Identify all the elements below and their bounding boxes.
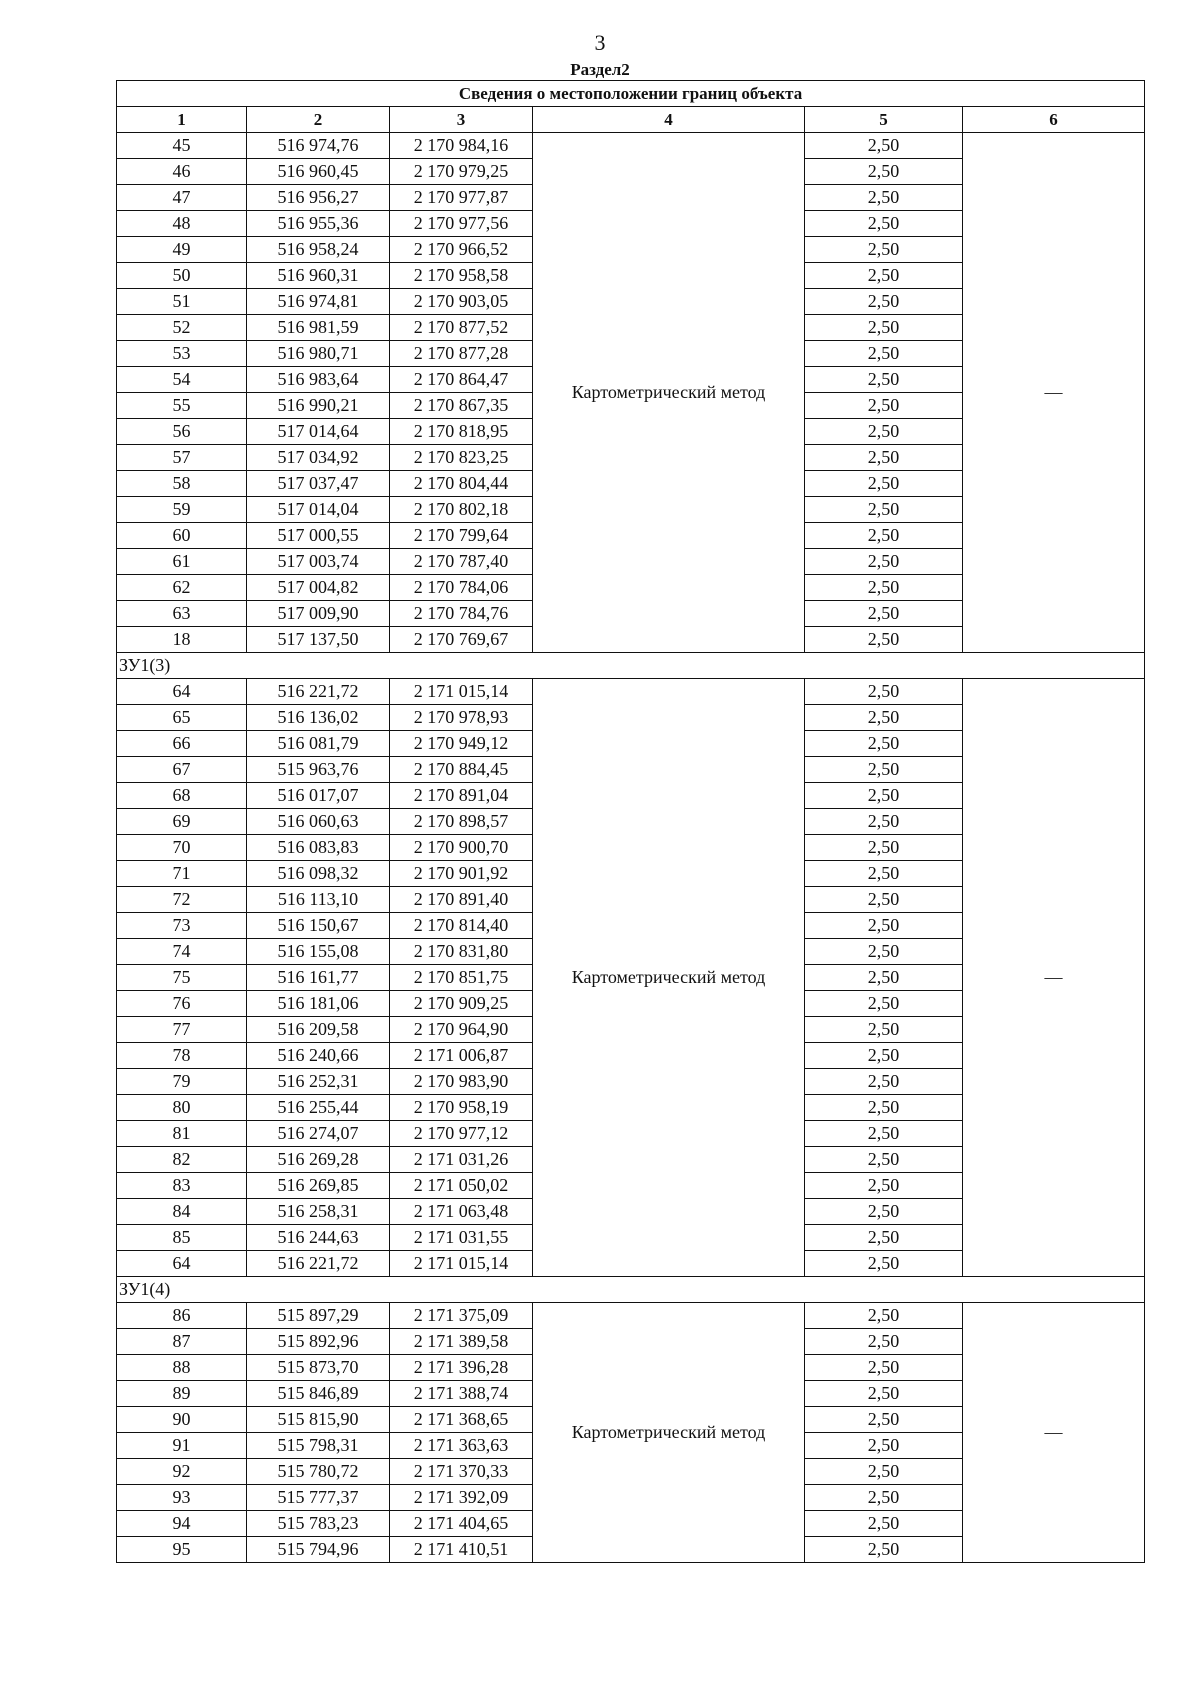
coord-x: 516 981,59 xyxy=(247,315,390,341)
coord-y: 2 170 966,52 xyxy=(390,237,533,263)
coord-y: 2 170 799,64 xyxy=(390,523,533,549)
coord-x: 517 000,55 xyxy=(247,523,390,549)
method-cell: Картометрический метод xyxy=(533,1303,805,1563)
point-number: 73 xyxy=(117,913,247,939)
method-cell: Картометрический метод xyxy=(533,133,805,653)
accuracy: 2,50 xyxy=(805,1303,963,1329)
point-number: 85 xyxy=(117,1225,247,1251)
table-row xyxy=(117,133,1145,159)
table-row xyxy=(117,679,1145,705)
coord-y: 2 170 867,35 xyxy=(390,393,533,419)
point-number: 87 xyxy=(117,1329,247,1355)
point-number: 63 xyxy=(117,601,247,627)
accuracy: 2,50 xyxy=(805,1459,963,1485)
coord-y: 2 170 964,90 xyxy=(390,1017,533,1043)
point-number: 90 xyxy=(117,1407,247,1433)
point-number: 60 xyxy=(117,523,247,549)
coord-y: 2 171 368,65 xyxy=(390,1407,533,1433)
accuracy: 2,50 xyxy=(805,835,963,861)
point-number: 66 xyxy=(117,731,247,757)
coord-x: 516 255,44 xyxy=(247,1095,390,1121)
coord-x: 516 221,72 xyxy=(247,1251,390,1277)
table-row xyxy=(117,1303,1145,1329)
accuracy: 2,50 xyxy=(805,263,963,289)
point-number: 93 xyxy=(117,1485,247,1511)
coord-x: 516 098,32 xyxy=(247,861,390,887)
coord-x: 516 155,08 xyxy=(247,939,390,965)
point-number: 81 xyxy=(117,1121,247,1147)
point-number: 50 xyxy=(117,263,247,289)
coord-x: 517 009,90 xyxy=(247,601,390,627)
accuracy: 2,50 xyxy=(805,1147,963,1173)
accuracy: 2,50 xyxy=(805,315,963,341)
coord-x: 516 258,31 xyxy=(247,1199,390,1225)
point-number: 68 xyxy=(117,783,247,809)
point-number: 79 xyxy=(117,1069,247,1095)
point-number: 91 xyxy=(117,1433,247,1459)
point-number: 75 xyxy=(117,965,247,991)
point-number: 64 xyxy=(117,1251,247,1277)
coord-y: 2 170 891,40 xyxy=(390,887,533,913)
point-number: 83 xyxy=(117,1173,247,1199)
accuracy: 2,50 xyxy=(805,341,963,367)
caption-row xyxy=(117,81,1145,107)
coord-x: 516 956,27 xyxy=(247,185,390,211)
coord-x: 516 209,58 xyxy=(247,1017,390,1043)
coord-y: 2 171 063,48 xyxy=(390,1199,533,1225)
coord-y: 2 170 891,04 xyxy=(390,783,533,809)
accuracy: 2,50 xyxy=(805,133,963,159)
coord-x: 515 780,72 xyxy=(247,1459,390,1485)
coord-x: 515 794,96 xyxy=(247,1537,390,1563)
accuracy: 2,50 xyxy=(805,1485,963,1511)
coord-y: 2 170 958,19 xyxy=(390,1095,533,1121)
point-number: 65 xyxy=(117,705,247,731)
coord-y: 2 171 015,14 xyxy=(390,1251,533,1277)
page-number: 3 xyxy=(594,30,606,55)
point-number: 76 xyxy=(117,991,247,1017)
boundary-table xyxy=(116,80,1145,1563)
coord-x: 516 974,76 xyxy=(247,133,390,159)
coord-y: 2 170 802,18 xyxy=(390,497,533,523)
column-header: 3 xyxy=(390,107,533,133)
coord-y: 2 171 031,26 xyxy=(390,1147,533,1173)
coord-x: 516 081,79 xyxy=(247,731,390,757)
coord-y: 2 170 983,90 xyxy=(390,1069,533,1095)
column-header: 4 xyxy=(533,107,805,133)
coord-x: 516 960,45 xyxy=(247,159,390,185)
table-caption: Сведения о местоположении границ объекта xyxy=(117,81,1145,107)
coord-x: 516 221,72 xyxy=(247,679,390,705)
coord-x: 516 983,64 xyxy=(247,367,390,393)
group-label: ЗУ1(3) xyxy=(117,653,1145,679)
coord-y: 2 171 015,14 xyxy=(390,679,533,705)
coord-x: 515 815,90 xyxy=(247,1407,390,1433)
accuracy: 2,50 xyxy=(805,939,963,965)
coord-x: 517 014,64 xyxy=(247,419,390,445)
accuracy: 2,50 xyxy=(805,1095,963,1121)
accuracy: 2,50 xyxy=(805,1407,963,1433)
coord-y: 2 170 978,93 xyxy=(390,705,533,731)
accuracy: 2,50 xyxy=(805,991,963,1017)
accuracy: 2,50 xyxy=(805,393,963,419)
coord-y: 2 170 877,52 xyxy=(390,315,533,341)
coord-x: 516 060,63 xyxy=(247,809,390,835)
coord-x: 517 014,04 xyxy=(247,497,390,523)
coord-y: 2 170 898,57 xyxy=(390,809,533,835)
accuracy: 2,50 xyxy=(805,1537,963,1563)
coord-x: 515 963,76 xyxy=(247,757,390,783)
accuracy: 2,50 xyxy=(805,367,963,393)
accuracy: 2,50 xyxy=(805,1199,963,1225)
point-number: 70 xyxy=(117,835,247,861)
accuracy: 2,50 xyxy=(805,237,963,263)
point-number: 52 xyxy=(117,315,247,341)
coord-x: 515 873,70 xyxy=(247,1355,390,1381)
point-number: 95 xyxy=(117,1537,247,1563)
point-number: 51 xyxy=(117,289,247,315)
point-number: 62 xyxy=(117,575,247,601)
method-cell: Картометрический метод xyxy=(533,679,805,1277)
coord-x: 516 150,67 xyxy=(247,913,390,939)
point-number: 55 xyxy=(117,393,247,419)
accuracy: 2,50 xyxy=(805,419,963,445)
coord-x: 516 252,31 xyxy=(247,1069,390,1095)
coord-x: 516 017,07 xyxy=(247,783,390,809)
coord-y: 2 170 784,76 xyxy=(390,601,533,627)
point-number: 86 xyxy=(117,1303,247,1329)
accuracy: 2,50 xyxy=(805,1043,963,1069)
accuracy: 2,50 xyxy=(805,1017,963,1043)
coord-y: 2 170 831,80 xyxy=(390,939,533,965)
coord-y: 2 170 823,25 xyxy=(390,445,533,471)
accuracy: 2,50 xyxy=(805,757,963,783)
point-number: 64 xyxy=(117,679,247,705)
point-number: 46 xyxy=(117,159,247,185)
point-number: 56 xyxy=(117,419,247,445)
accuracy: 2,50 xyxy=(805,1433,963,1459)
point-number: 47 xyxy=(117,185,247,211)
accuracy: 2,50 xyxy=(805,549,963,575)
coord-x: 516 974,81 xyxy=(247,289,390,315)
section-title: Раздел2 xyxy=(570,60,630,79)
accuracy: 2,50 xyxy=(805,159,963,185)
coord-x: 515 777,37 xyxy=(247,1485,390,1511)
coord-y: 2 171 363,63 xyxy=(390,1433,533,1459)
accuracy: 2,50 xyxy=(805,601,963,627)
column-header: 5 xyxy=(805,107,963,133)
accuracy: 2,50 xyxy=(805,1329,963,1355)
coord-y: 2 170 900,70 xyxy=(390,835,533,861)
column-header-row xyxy=(117,107,1145,133)
point-number: 59 xyxy=(117,497,247,523)
coord-x: 516 955,36 xyxy=(247,211,390,237)
accuracy: 2,50 xyxy=(805,1381,963,1407)
point-number: 77 xyxy=(117,1017,247,1043)
coord-y: 2 171 050,02 xyxy=(390,1173,533,1199)
accuracy: 2,50 xyxy=(805,445,963,471)
point-number: 94 xyxy=(117,1511,247,1537)
col6-cell: — xyxy=(963,1303,1145,1563)
accuracy: 2,50 xyxy=(805,185,963,211)
coord-x: 517 137,50 xyxy=(247,627,390,653)
column-header: 2 xyxy=(247,107,390,133)
coord-y: 2 170 958,58 xyxy=(390,263,533,289)
point-number: 18 xyxy=(117,627,247,653)
point-number: 84 xyxy=(117,1199,247,1225)
coord-x: 515 783,23 xyxy=(247,1511,390,1537)
coord-x: 516 960,31 xyxy=(247,263,390,289)
point-number: 49 xyxy=(117,237,247,263)
point-number: 82 xyxy=(117,1147,247,1173)
coord-y: 2 171 396,28 xyxy=(390,1355,533,1381)
col6-cell: — xyxy=(963,133,1145,653)
point-number: 54 xyxy=(117,367,247,393)
point-number: 92 xyxy=(117,1459,247,1485)
accuracy: 2,50 xyxy=(805,1173,963,1199)
point-number: 67 xyxy=(117,757,247,783)
accuracy: 2,50 xyxy=(805,289,963,315)
group-label: ЗУ1(4) xyxy=(117,1277,1145,1303)
coord-y: 2 170 977,56 xyxy=(390,211,533,237)
coord-y: 2 170 787,40 xyxy=(390,549,533,575)
coord-x: 516 980,71 xyxy=(247,341,390,367)
accuracy: 2,50 xyxy=(805,627,963,653)
coord-x: 517 037,47 xyxy=(247,471,390,497)
point-number: 80 xyxy=(117,1095,247,1121)
coord-y: 2 170 901,92 xyxy=(390,861,533,887)
table-body xyxy=(117,81,1145,1563)
coord-y: 2 170 949,12 xyxy=(390,731,533,757)
accuracy: 2,50 xyxy=(805,887,963,913)
coord-x: 516 274,07 xyxy=(247,1121,390,1147)
coord-x: 517 034,92 xyxy=(247,445,390,471)
accuracy: 2,50 xyxy=(805,913,963,939)
coord-y: 2 171 410,51 xyxy=(390,1537,533,1563)
accuracy: 2,50 xyxy=(805,575,963,601)
coord-x: 516 958,24 xyxy=(247,237,390,263)
accuracy: 2,50 xyxy=(805,1355,963,1381)
accuracy: 2,50 xyxy=(805,1225,963,1251)
coord-y: 2 171 370,33 xyxy=(390,1459,533,1485)
column-header: 6 xyxy=(963,107,1145,133)
coord-y: 2 170 851,75 xyxy=(390,965,533,991)
coord-y: 2 170 884,45 xyxy=(390,757,533,783)
point-number: 45 xyxy=(117,133,247,159)
point-number: 71 xyxy=(117,861,247,887)
coord-x: 516 269,85 xyxy=(247,1173,390,1199)
point-number: 74 xyxy=(117,939,247,965)
coord-x: 517 004,82 xyxy=(247,575,390,601)
point-number: 72 xyxy=(117,887,247,913)
coord-y: 2 170 804,44 xyxy=(390,471,533,497)
coord-x: 516 113,10 xyxy=(247,887,390,913)
accuracy: 2,50 xyxy=(805,731,963,757)
coord-x: 516 990,21 xyxy=(247,393,390,419)
point-number: 58 xyxy=(117,471,247,497)
coord-y: 2 170 818,95 xyxy=(390,419,533,445)
coord-y: 2 170 864,47 xyxy=(390,367,533,393)
accuracy: 2,50 xyxy=(805,809,963,835)
accuracy: 2,50 xyxy=(805,965,963,991)
coord-x: 516 083,83 xyxy=(247,835,390,861)
point-number: 88 xyxy=(117,1355,247,1381)
coord-x: 517 003,74 xyxy=(247,549,390,575)
coord-x: 516 244,63 xyxy=(247,1225,390,1251)
point-number: 57 xyxy=(117,445,247,471)
coord-y: 2 170 903,05 xyxy=(390,289,533,315)
coord-x: 515 798,31 xyxy=(247,1433,390,1459)
point-number: 89 xyxy=(117,1381,247,1407)
group-row xyxy=(117,653,1145,679)
col6-cell: — xyxy=(963,679,1145,1277)
point-number: 48 xyxy=(117,211,247,237)
accuracy: 2,50 xyxy=(805,1069,963,1095)
accuracy: 2,50 xyxy=(805,861,963,887)
accuracy: 2,50 xyxy=(805,1121,963,1147)
accuracy: 2,50 xyxy=(805,679,963,705)
coord-y: 2 170 769,67 xyxy=(390,627,533,653)
coord-x: 516 136,02 xyxy=(247,705,390,731)
coord-x: 516 181,06 xyxy=(247,991,390,1017)
point-number: 61 xyxy=(117,549,247,575)
accuracy: 2,50 xyxy=(805,705,963,731)
coord-y: 2 170 909,25 xyxy=(390,991,533,1017)
accuracy: 2,50 xyxy=(805,523,963,549)
coord-y: 2 170 977,12 xyxy=(390,1121,533,1147)
column-header: 1 xyxy=(117,107,247,133)
coord-y: 2 170 814,40 xyxy=(390,913,533,939)
point-number: 53 xyxy=(117,341,247,367)
coord-y: 2 171 031,55 xyxy=(390,1225,533,1251)
coord-x: 516 269,28 xyxy=(247,1147,390,1173)
coord-y: 2 171 006,87 xyxy=(390,1043,533,1069)
coord-y: 2 171 375,09 xyxy=(390,1303,533,1329)
coord-y: 2 170 979,25 xyxy=(390,159,533,185)
coord-y: 2 171 404,65 xyxy=(390,1511,533,1537)
coord-x: 516 161,77 xyxy=(247,965,390,991)
coord-y: 2 170 977,87 xyxy=(390,185,533,211)
coord-x: 515 897,29 xyxy=(247,1303,390,1329)
accuracy: 2,50 xyxy=(805,783,963,809)
accuracy: 2,50 xyxy=(805,1511,963,1537)
accuracy: 2,50 xyxy=(805,471,963,497)
point-number: 78 xyxy=(117,1043,247,1069)
coord-y: 2 170 984,16 xyxy=(390,133,533,159)
coord-y: 2 171 388,74 xyxy=(390,1381,533,1407)
coord-y: 2 170 877,28 xyxy=(390,341,533,367)
coord-x: 515 892,96 xyxy=(247,1329,390,1355)
coord-y: 2 170 784,06 xyxy=(390,575,533,601)
accuracy: 2,50 xyxy=(805,497,963,523)
group-row xyxy=(117,1277,1145,1303)
coord-y: 2 171 389,58 xyxy=(390,1329,533,1355)
coord-y: 2 171 392,09 xyxy=(390,1485,533,1511)
point-number: 69 xyxy=(117,809,247,835)
accuracy: 2,50 xyxy=(805,1251,963,1277)
coord-x: 516 240,66 xyxy=(247,1043,390,1069)
coord-x: 515 846,89 xyxy=(247,1381,390,1407)
accuracy: 2,50 xyxy=(805,211,963,237)
